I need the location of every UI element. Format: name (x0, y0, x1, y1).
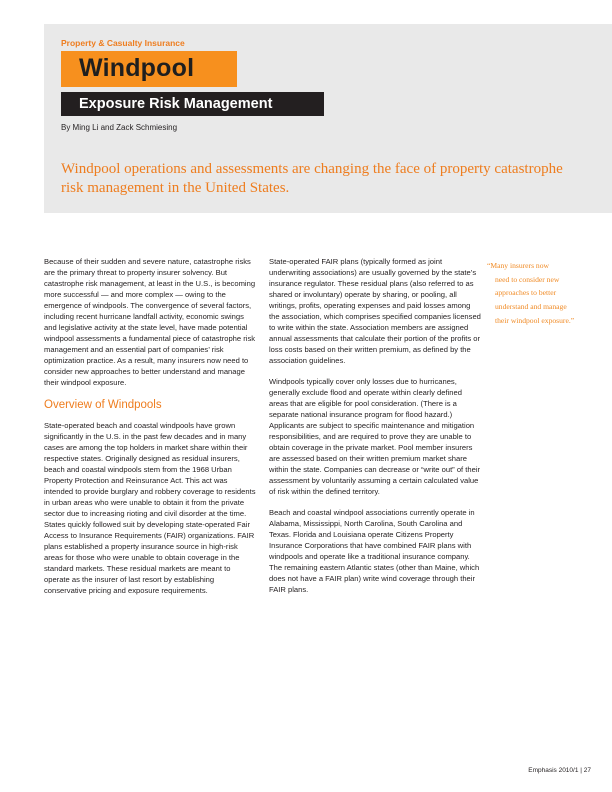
page-title: Windpool (79, 54, 195, 82)
body-paragraph: Beach and coastal windpool associations currently operate in Alabama, Mississippi, North Carolina, South Carolina and Texas. Florida and Louisiana operate Citizens Property Insurance Corporations that have combined FAIR plans with windpools and operate like a traditional insurance company. The remaining eastern Atlantic states (other than Maine, which does not have a FAIR plan) write wind coverage through their FAIR plans. (269, 508, 480, 594)
pull-quote-line: understand and manage (495, 302, 567, 312)
title-banner (61, 51, 237, 87)
section-heading: Overview of Windpools (44, 399, 162, 411)
subtitle-banner (61, 92, 324, 116)
body-paragraph: State-operated FAIR plans (typically formed as joint underwriting associations) are usually governed by the state’s insurance regulator. These residual plans (also referred to as shared or involuntary) operate by sharing, or pooling, all writings, profits, operating expenses and paid losses among the association, which comprises specified companies licensed to write within the state. Association members are assigned annual assessments that calculate their portion of the profits or loss costs based on their written premium, as defined by the association guidelines. (269, 257, 481, 365)
category-label: Property & Casualty Insurance (61, 38, 185, 48)
pull-quote-line: need to consider new (495, 274, 560, 284)
body-paragraph: Windpools typically cover only losses due to hurricanes, generally exclude flood and operate within clearly defined areas that are eligible for pool consideration. (There is a separate national insurance program for flood hazard.) Applicants are subject to specific maintenance and mitigation responsibilities, and are required to prove they are unable to obtain coverage in the private market. Pool member insurers are assessed based on their written premium market share within the state. Companies can decrease or “write out” of their assessment by voluntarily assuming a certain calculated value of risk within the defined territory. (269, 377, 481, 496)
pull-quote-line: “Many insurers now (487, 261, 550, 270)
pull-quote-line: approaches to better (495, 288, 557, 298)
body-paragraph: State-operated beach and coastal windpools have grown significantly in the U.S. in the past few decades and in many cases are among the top holders in market share within their respective states. Originally designed as residual insurers, beach and coastal windpools stem from the 1968 Urban Property Protection and Reinsurance Act. This act was intended to provide burglary and robbery coverage to residents in urban areas who were unable to obtain it from the private sector due to increasing rioting and civil disorder at the time. States quickly followed suit by developing state-operated Fair Access to Insurance Requirements (FAIR) organizations. FAIR plans established a property insurance source in high-risk areas for those who were unable to obtain coverage in the standard markets. These residual markets are meant to operate as the insurer of last resort by establishing conservative pricing and exposure requirements. (44, 421, 256, 595)
pull-quote-line: their windpool exposure.” (495, 315, 575, 325)
intro-deck: Windpool operations and assessments are changing the face of property catastrophe risk management in the United States. (61, 161, 563, 196)
body-column-2 (269, 256, 481, 605)
body-column-1 (44, 256, 256, 606)
page-subtitle: Exposure Risk Management (79, 96, 273, 112)
page-footer: Emphasis 2010/1 | 27 (528, 767, 591, 774)
byline: By Ming Li and Zack Schmiesing (61, 123, 178, 132)
body-paragraph: Because of their sudden and severe nature, catastrophe risks are the primary threat to property insurer solvency. But catastrophe risk management, at least in the U.S., is becoming more successful — and more complex — owing to the emergence of windpools. The convergence of several factors, including recent hurricane landfall activity, economic swings and legislative activity at the state level, have made potential windpool assessments a fundamental piece of catastrophe risk management and an essential part of companies’ risk optimization practice. As a result, many insurers now need to consider new approaches to better understand and manage their windpool exposure. (44, 257, 256, 387)
pull-quote (487, 259, 595, 328)
